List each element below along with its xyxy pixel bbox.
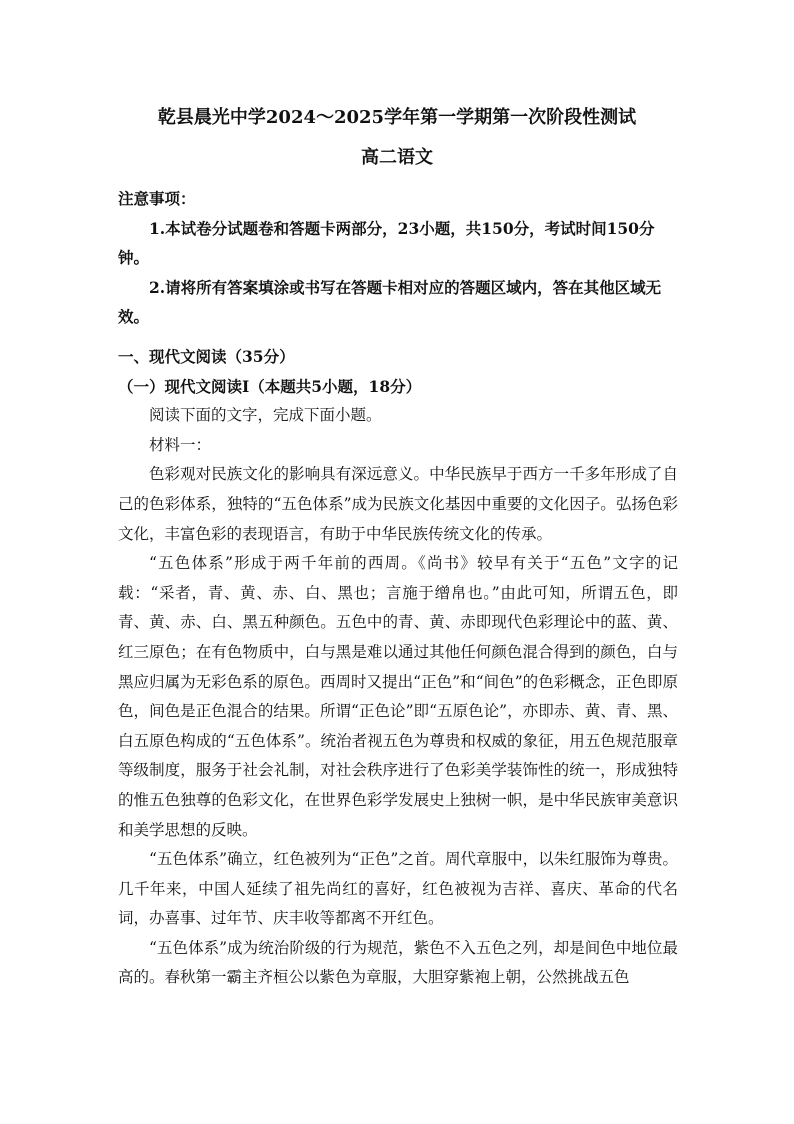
section-heading: 一、现代文阅读（35分） xyxy=(118,347,295,366)
exam-subject: 高二语文 xyxy=(361,147,433,168)
material-paragraph-3: “五色体系”确立，红色被列为“正色”之首。周代章服中，以朱红服饰为尊贵。几千年来，中国人延续了祖先尚红的喜好，红色被视为吉祥、喜庆、革命的代名词，办喜事、过年节、庆丰收等都离不开红色。 xyxy=(118,850,678,928)
reading-section xyxy=(118,342,678,993)
material-paragraph-4: “五色体系”成为统治阶级的行为规范，紫色不入五色之列，却是间色中地位最高的。春秋第一霸主齐桓公以紫色为章服，大胆穿紫袍上朝，公然挑战五色 xyxy=(118,938,678,987)
material-paragraph-1: 色彩观对民族文化的影响具有深远意义。中华民族早于西方一千多年形成了自己的色彩体系，独特的“五色体系”成为民族文化基因中重要的文化因子。弘扬色彩文化，丰富色彩的表现语言，有助于中华民族传统文化的传承。 xyxy=(118,465,678,543)
notice-item-1: 1.本试卷分试题卷和答题卡两部分，23小题，共150分，考试时间150分钟。 xyxy=(118,218,655,268)
exam-title: 乾县晨光中学2024～2025学年第一学期第一次阶段性测试 xyxy=(157,107,637,128)
material-paragraph-2: “五色体系”形成于两千年前的西周。《尚书》较早有关于“五色”文字的记载：“采者，青、黄、赤、白、黑也；言施于缯帛也。”由此可知，所谓五色，即青、黄、赤、白、黑五种颜色。五色中的青、黄、赤即现代色彩理论中的蓝、黄、红三原色；在有色物质中，白与黑是难以通过其他任何颜色混合得到的颜色，白与黑应归属为无彩色系的原色。西周时又提出“正色”和“间色”的色彩概念，正色即原色，间色是正色混合的结果。所谓“正色论”即“五原色论”，亦即赤、黄、青、黑、白五原色构成的“五色体系”。统治者视五色为尊贵和权威的象征，用五色规范服章等级制度，服务于社会礼制，对社会秩序进行了色彩美学装饰性的统一，形成独特的惟五色独尊的色彩文化，在世界色彩学发展史上独树一帜，是中华民族审美意识和美学思想的反映。 xyxy=(118,554,678,839)
notice-block xyxy=(118,184,678,332)
section-subheading: （一）现代文阅读Ⅰ（本题共5小题，18分） xyxy=(118,376,422,396)
material-label: 材料一： xyxy=(149,435,212,454)
notice-item-2: 2.请将所有答案填涂或书写在答题卡相对应的答题区域内，答在其他区域无效。 xyxy=(118,277,662,327)
reading-instruction: 阅读下面的文字，完成下面小题。 xyxy=(149,406,382,425)
notice-heading: 注意事项： xyxy=(118,189,196,208)
